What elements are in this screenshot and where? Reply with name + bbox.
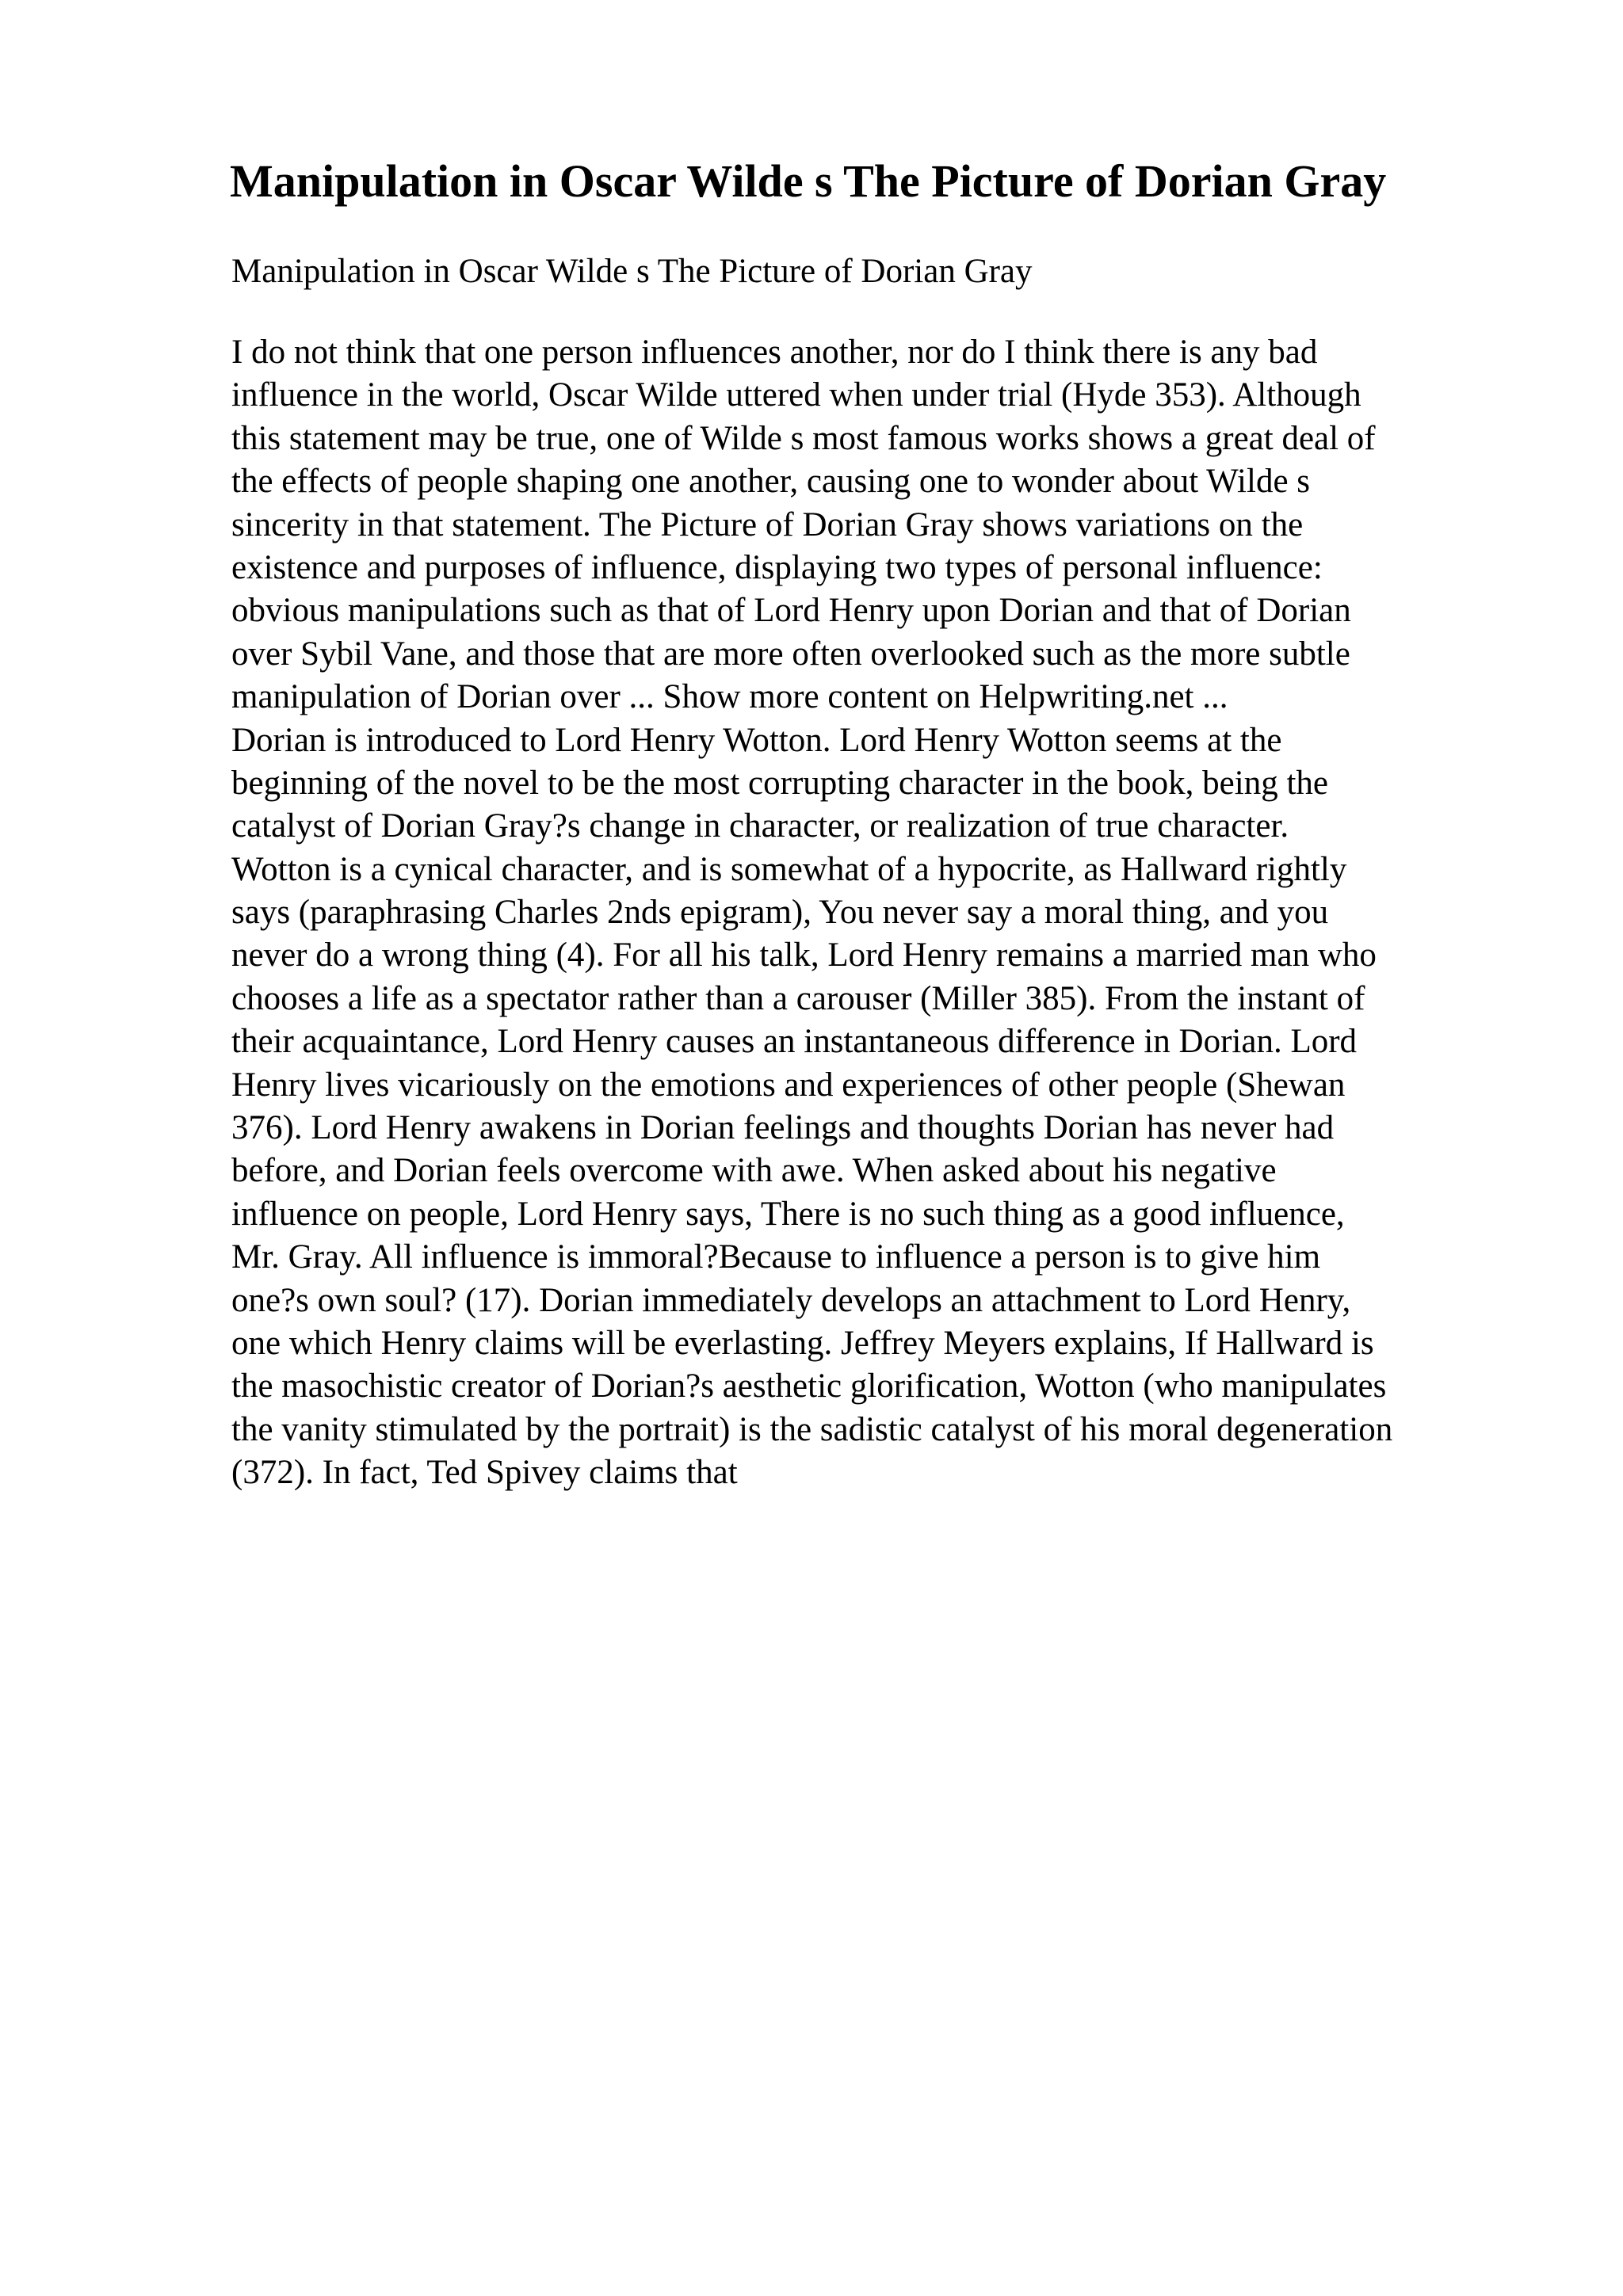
body-line: Dorian is introduced to Lord Henry Wotton. Lord Henry Wotton seems at the	[231, 721, 1282, 759]
body-line: sincerity in that statement. The Picture of Dorian Gray shows variations on the	[231, 505, 1304, 543]
body-line: their acquaintance, Lord Henry causes an instantaneous difference in Dorian. Lord	[231, 1023, 1358, 1061]
body-line: one?s own soul? (17). Dorian immediately develops an attachment to Lord Henry,	[231, 1281, 1351, 1319]
body-line: beginning of the novel to be the most corrupting character in the book, being the	[231, 764, 1328, 802]
body-line: the vanity stimulated by the portrait) is the sadistic catalyst of his moral degeneration	[231, 1410, 1393, 1448]
document-title: Manipulation in Oscar Wilde s The Picture of Dorian Gray	[230, 155, 1387, 207]
body-line: this statement may be true, one of Wilde s most famous works shows a great deal of	[231, 419, 1376, 457]
body-line: over Sybil Vane, and those that are more often overlooked such as the more subtle	[231, 635, 1350, 673]
body-line: influence in the world, Oscar Wilde uttered when under trial (Hyde 353). Although	[231, 376, 1361, 414]
body-line: the masochistic creator of Dorian?s aesthetic glorification, Wotton (who manipulates	[231, 1367, 1387, 1405]
body-line: 376). Lord Henry awakens in Dorian feelings and thoughts Dorian has never had	[231, 1109, 1335, 1147]
body-line: chooses a life as a spectator rather than a carouser (Miller 385). From the instant of	[231, 979, 1365, 1017]
body-line: influence on people, Lord Henry says, There is no such thing as a good influence,	[231, 1195, 1345, 1233]
body-line: obvious manipulations such as that of Lord Henry upon Dorian and that of Dorian	[231, 592, 1351, 630]
body-line: the effects of people shaping one another, causing one to wonder about Wilde s	[231, 463, 1311, 501]
body-line: I do not think that one person influences another, nor do I think there is any bad	[231, 334, 1318, 371]
document-body	[231, 331, 1579, 1495]
document-subtitle: Manipulation in Oscar Wilde s The Picture of Dorian Gray	[231, 253, 1033, 290]
body-line: Mr. Gray. All influence is immoral?Because to influence a person is to give him	[231, 1238, 1321, 1276]
body-line: catalyst of Dorian Gray?s change in character, or realization of true character.	[231, 807, 1289, 845]
body-line: Wotton is a cynical character, and is somewhat of a hypocrite, as Hallward rightly	[231, 850, 1347, 888]
body-line: never do a wrong thing (4). For all his talk, Lord Henry remains a married man who	[231, 936, 1377, 974]
body-line: existence and purposes of influence, displaying two types of personal influence:	[231, 548, 1323, 586]
body-line: says (paraphrasing Charles 2nds epigram), You never say a moral thing, and you	[231, 894, 1329, 932]
body-line: manipulation of Dorian over ... Show more content on Helpwriting.net ...	[231, 678, 1228, 716]
body-line: before, and Dorian feels overcome with awe. When asked about his negative	[231, 1152, 1277, 1190]
body-line: Henry lives vicariously on the emotions and experiences of other people (Shewan	[231, 1066, 1346, 1104]
body-line: one which Henry claims will be everlasting. Jeffrey Meyers explains, If Hallward is	[231, 1324, 1374, 1362]
body-line: (372). In fact, Ted Spivey claims that	[231, 1454, 738, 1492]
